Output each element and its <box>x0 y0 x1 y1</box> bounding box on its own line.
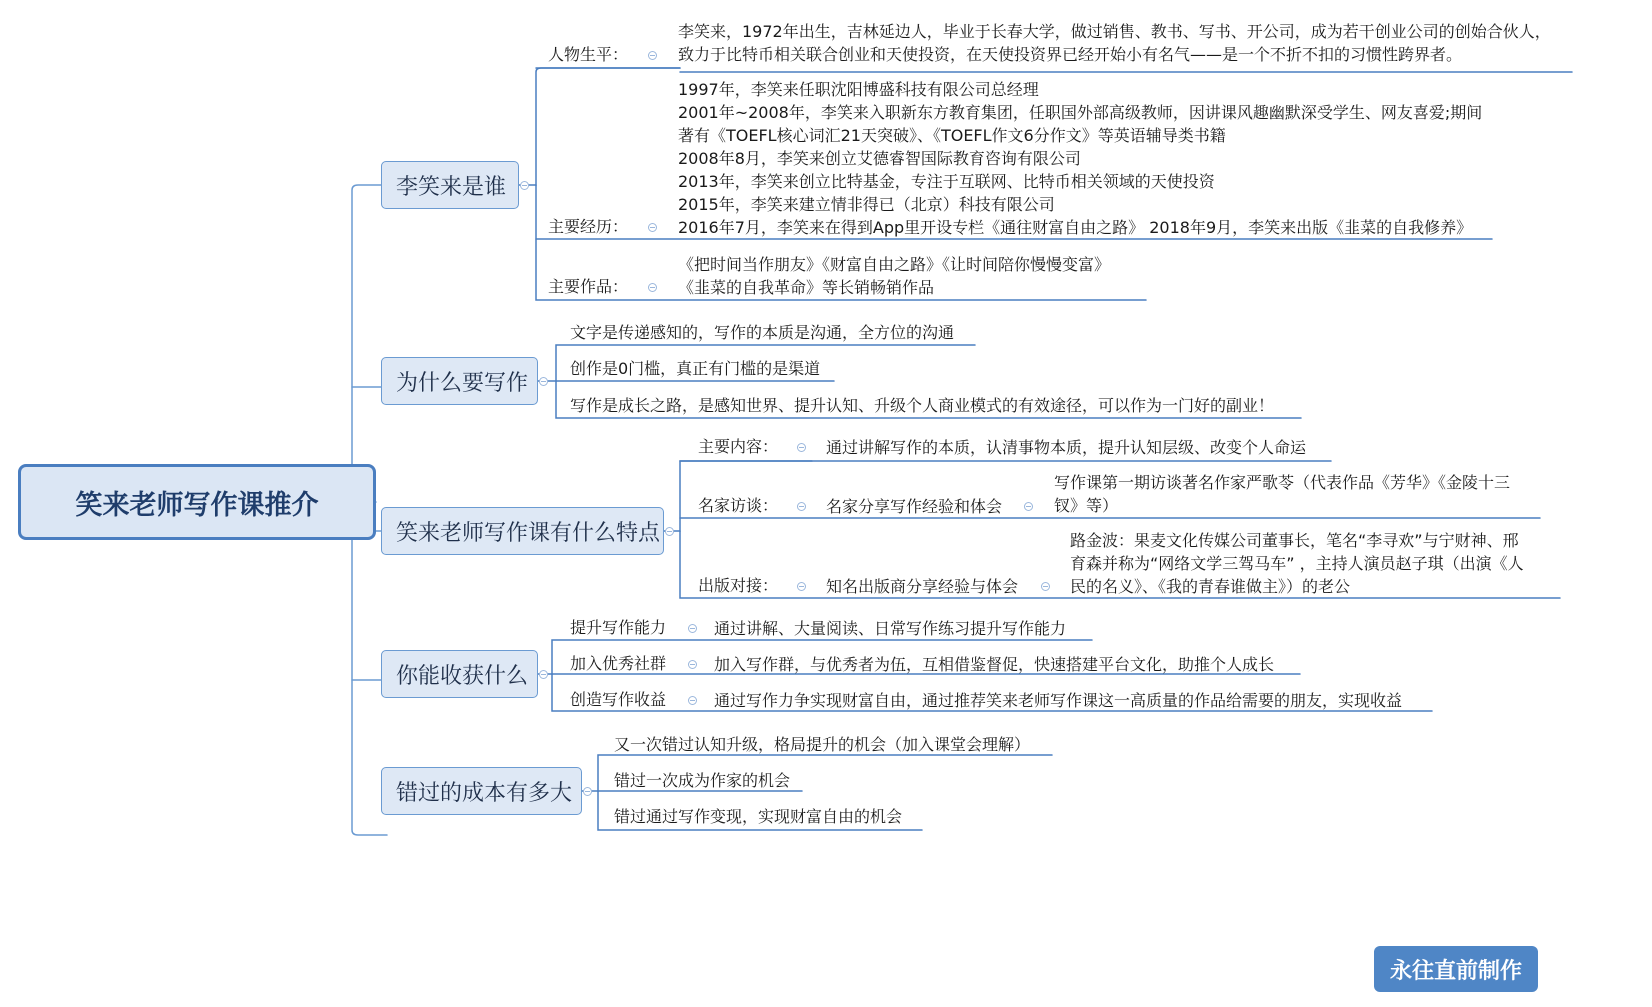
main-content-text[interactable]: 通过讲解写作的本质，认清事物本质，提升认知层级、改变个人命运 <box>826 438 1307 457</box>
label-community[interactable]: 加入优秀社群 <box>570 654 667 673</box>
collapse-toggle-icon[interactable] <box>688 696 697 705</box>
root-node[interactable]: 笑来老师写作课推介 <box>18 464 376 540</box>
branch-node-cost[interactable]: 错过的成本有多大 <box>381 767 582 815</box>
collapse-toggle-icon[interactable] <box>797 443 806 452</box>
collapse-toggle-icon[interactable] <box>797 582 806 591</box>
label-interviews[interactable]: 名家访谈： <box>698 496 779 515</box>
branch-node-course-features[interactable]: 笑来老师写作课有什么特点 <box>381 507 664 555</box>
interviews-text[interactable]: 名家分享写作经验和体会 <box>826 497 1003 516</box>
community-text[interactable]: 加入写作群，与优秀者为伍，互相借鉴督促，快速搭建平台文化，助推个人成长 <box>714 655 1275 674</box>
experience-line[interactable]: 2016年7月，李笑来在得到App里开设专栏《通往财富自由之路》 2018年9月，李笑来出版《韭菜的自我修养》 <box>678 218 1473 237</box>
publishing-detail-line[interactable]: 育森并称为“网络文学三驾马车” ，主持人演员赵子琪（出演《人 <box>1070 554 1524 573</box>
label-biography[interactable]: 人物生平： <box>548 45 629 64</box>
publishing-detail-line[interactable]: 民的名义》、《我的青春谁做主》）的老公 <box>1070 577 1351 596</box>
collapse-toggle-icon[interactable] <box>520 181 529 190</box>
publishing-text[interactable]: 知名出版商分享经验与体会 <box>826 577 1019 596</box>
collapse-toggle-icon[interactable] <box>688 624 697 633</box>
cost-item[interactable]: 错过通过写作变现，实现财富自由的机会 <box>614 807 903 826</box>
interviews-detail-line[interactable]: 钗》等） <box>1054 496 1119 515</box>
label-publishing[interactable]: 出版对接： <box>698 576 779 595</box>
collapse-toggle-icon[interactable] <box>688 660 697 669</box>
biography-line[interactable]: 致力于比特币相关联合创业和天使投资，在天使投资界已经开始小有名气——是一个不折不扣的习惯性跨界者。 <box>678 45 1463 64</box>
label-works[interactable]: 主要作品： <box>548 277 629 296</box>
collapse-toggle-icon[interactable] <box>648 283 657 292</box>
collapse-toggle-icon[interactable] <box>583 787 592 796</box>
experience-line[interactable]: 著有《TOEFL核心词汇21天突破》、《TOEFL作文6分作文》等英语辅导类书籍 <box>678 126 1226 145</box>
why-write-item[interactable]: 写作是成长之路，是感知世界、提升认知、升级个人商业模式的有效途径，可以作为一门好的副业！ <box>570 396 1275 415</box>
biography-line[interactable]: 李笑来，1972年出生，吉林延边人，毕业于长春大学，做过销售、教书、写书、开公司，成为若干创业公司的创始合伙人， <box>678 22 1551 41</box>
label-writing-skill[interactable]: 提升写作能力 <box>570 618 667 637</box>
collapse-toggle-icon[interactable] <box>1041 582 1050 591</box>
branch-node-why-write[interactable]: 为什么要写作 <box>381 357 538 405</box>
experience-line[interactable]: 2008年8月，李笑来创立艾德睿智国际教育咨询有限公司 <box>678 149 1081 168</box>
works-line[interactable]: 《把时间当作朋友》《财富自由之路》《让时间陪你慢慢变富》 <box>678 255 1111 274</box>
interviews-detail-line[interactable]: 写作课第一期访谈著名作家严歌苓（代表作品《芳华》《金陵十三 <box>1054 473 1511 492</box>
income-text[interactable]: 通过写作力争实现财富自由，通过推荐笑来老师写作课这一高质量的作品给需要的朋友，实现收益 <box>714 691 1403 710</box>
experience-line[interactable]: 2001年~2008年，李笑来入职新东方教育集团，任职国外部高级教师，因讲课风趣幽默深受学生、网友喜爱;期间 <box>678 103 1483 122</box>
label-income[interactable]: 创造写作收益 <box>570 690 667 709</box>
collapse-toggle-icon[interactable] <box>1024 502 1033 511</box>
why-write-item[interactable]: 创作是0门槛，真正有门槛的是渠道 <box>570 359 821 378</box>
experience-line[interactable]: 2013年，李笑来创立比特基金，专注于互联网、比特币相关领域的天使投资 <box>678 172 1215 191</box>
collapse-toggle-icon[interactable] <box>648 223 657 232</box>
branch-node-gains[interactable]: 你能收获什么 <box>381 650 538 698</box>
branch-node-who[interactable]: 李笑来是谁 <box>381 161 519 209</box>
publishing-detail-line[interactable]: 路金波：果麦文化传媒公司董事长，笔名“李寻欢”与宁财神、邢 <box>1070 531 1519 550</box>
writing-skill-text[interactable]: 通过讲解、大量阅读、日常写作练习提升写作能力 <box>714 619 1067 638</box>
experience-line[interactable]: 1997年，李笑来任职沈阳博盛科技有限公司总经理 <box>678 80 1039 99</box>
collapse-toggle-icon[interactable] <box>539 670 548 679</box>
label-experience[interactable]: 主要经历： <box>548 217 629 236</box>
experience-line[interactable]: 2015年，李笑来建立情非得已（北京）科技有限公司 <box>678 195 1055 214</box>
collapse-toggle-icon[interactable] <box>665 527 674 536</box>
works-line[interactable]: 《韭菜的自我革命》等长销畅销作品 <box>678 278 935 297</box>
collapse-toggle-icon[interactable] <box>648 51 657 60</box>
cost-item[interactable]: 错过一次成为作家的机会 <box>614 771 791 790</box>
cost-item[interactable]: 又一次错过认知升级，格局提升的机会（加入课堂会理解） <box>614 735 1031 754</box>
collapse-toggle-icon[interactable] <box>797 502 806 511</box>
watermark-badge: 永往直前制作 <box>1374 946 1538 992</box>
collapse-toggle-icon[interactable] <box>539 377 548 386</box>
why-write-item[interactable]: 文字是传递感知的，写作的本质是沟通，全方位的沟通 <box>570 323 955 342</box>
label-main-content[interactable]: 主要内容： <box>698 437 779 456</box>
